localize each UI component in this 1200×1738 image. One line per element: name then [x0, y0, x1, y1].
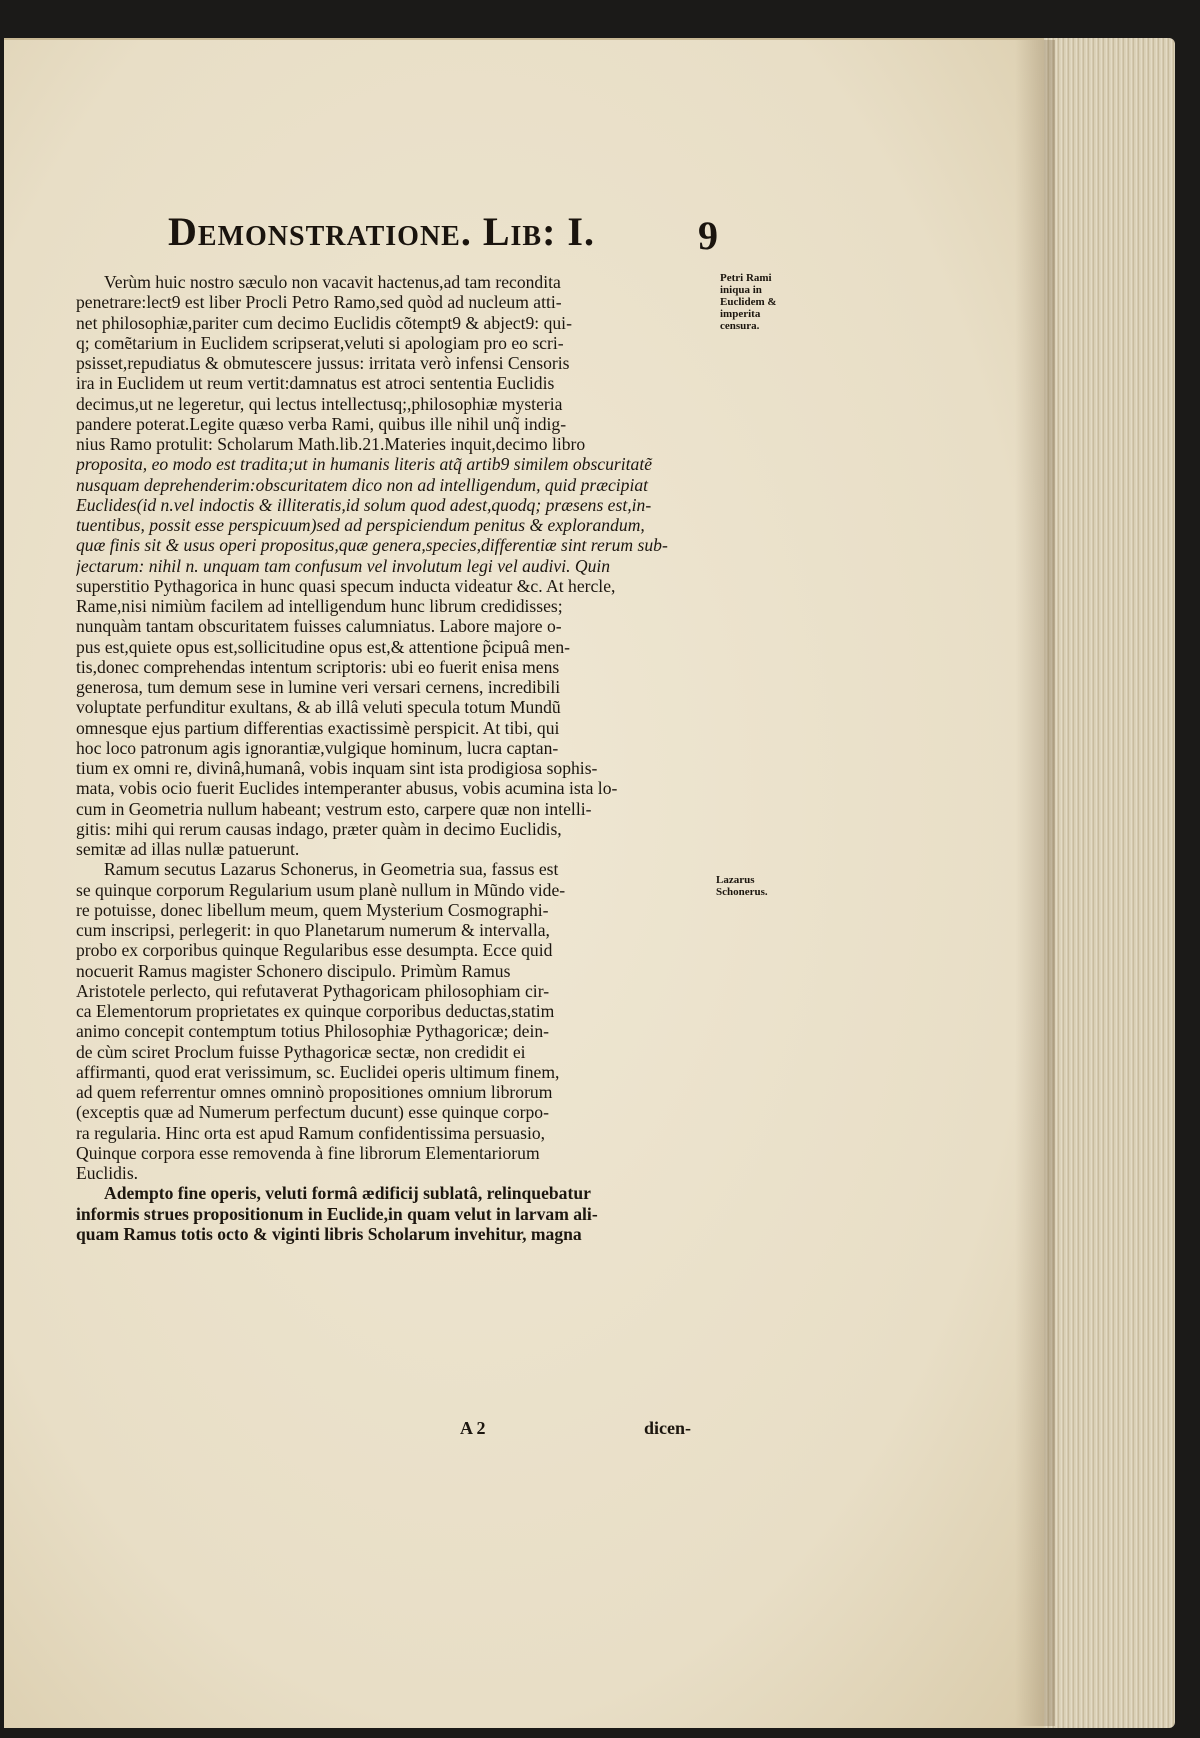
text-line: tium ex omni re, divinâ,humanâ, vobis inquam sint ista prodigiosa sophis- [76, 758, 598, 778]
text-line: voluptate perfunditur exultans, & ab illâ veluti specula totum Mundũ [76, 697, 561, 718]
text-line: ra regularia. Hinc orta est apud Ramum confidentissima persuasio, [76, 1122, 546, 1143]
text-line: nocuerit Ramus magister Schonero discipulo. Primùm Ramus [76, 960, 511, 981]
text-line: nunquàm tantam obscuritatem fuisses calumniatus. Labore majore o- [76, 616, 562, 637]
text-line: se quinque corporum Regularium usum planè nullum in Mũndo vide- [76, 879, 566, 900]
text-line: affirmanti, quod erat verissimum, sc. Euclidei operis ultimum finem, [76, 1061, 560, 1082]
text-line: Euclidis. [76, 1163, 139, 1183]
text-line: Verùm huic nostro sæculo non vacavit hactenus,ad tam recondita [104, 272, 561, 292]
signature-mark: A 2 [460, 1418, 486, 1438]
running-title: Demonstratione. Lib: I. [168, 209, 595, 254]
text-line: Aristotele perlecto, qui refutaverat Pythagoricam philosophiam cir- [76, 980, 550, 1001]
running-header [168, 208, 718, 268]
text-line: (exceptis quæ ad Numerum perfectum ducunt) esse quinque corpo- [76, 1102, 549, 1123]
text-line: omnesque ejus partium differentias exactissimè perspicit. At tibi, qui [76, 717, 560, 738]
text-line: ad quem referrentur omnes omninò propositiones omnium librorum [76, 1082, 553, 1102]
text-line: ira in Euclidem ut reum vertit:damnatus est atroci sententia Euclidis [76, 373, 555, 394]
marginal-note-schonerus: Lazarus Schonerus. [716, 874, 768, 898]
text-line: Quinque corpora esse removenda à fine librorum Elementariorum [76, 1142, 540, 1163]
text-line: hoc loco patronum agis ignorantiæ,vulgique hominum, lucra captan- [76, 737, 559, 758]
text-line: cum in Geometria nullum habeant; vestrum esto, carpere quæ non intelli- [76, 798, 592, 819]
text-line: nius Ramo protulit: Scholarum Math.lib.21.Materies inquit,decimo libro [76, 434, 586, 454]
text-line: Euclides(id n.vel indoctis & illiteratis,id solum quod adest,quodq; præsens est,in- [76, 494, 652, 515]
text-line: Adempto fine operis, veluti formâ ædificij sublatâ, relinquebatur [104, 1183, 591, 1204]
page-number: 9 [698, 213, 718, 258]
text-line: Rame,nisi nimiùm facilem ad intelligendum hunc librum credidisses; [76, 596, 563, 616]
text-line: animo concepit contemptum totius Philosophiæ Pythagoricæ; dein- [76, 1021, 550, 1042]
text-line: tuentibus, possit esse perspicuum)sed ad perspiciendum penitus & explorandum, [76, 515, 645, 535]
text-line: decimus,ut ne legeretur, qui lectus intellectusq;,philosophiæ mysteria [76, 393, 563, 414]
text-line: informis strues propositionum in Euclide,in quam velut in larvam ali- [76, 1203, 598, 1224]
text-line: pus est,quiete opus est,sollicitudine opus est,& attentione p̃cipuâ men- [76, 636, 570, 657]
text-line: quæ finis sit & usus operi propositus,quæ genera,species,differentiæ sint rerum sub- [76, 535, 668, 556]
marginal-note-rami: Petri Rami iniqua in Euclidem & imperita censura. [720, 272, 777, 332]
text-line: superstitio Pythagorica in hunc quasi specum inducta videatur &c. At hercle, [76, 575, 616, 596]
catchword: dicen- [644, 1418, 691, 1438]
text-line: pandere poterat.Legite quæso verba Rami, quibus ille nihil unq̃ indig- [76, 413, 567, 434]
text-line: q; comẽtarium in Euclidem scripserat,veluti si apologiam pro eo scri- [76, 332, 564, 353]
text-line: semitæ ad illas nullæ patuerunt. [76, 839, 300, 859]
text-line: jectarum: nihil n. unquam tam confusum vel involutum legi vel audivi. Quin [76, 555, 611, 576]
text-line: psisset,repudiatus & obmutescere jussus: irritata verò infensi Censoris [76, 353, 570, 373]
text-line: quam Ramus totis octo & viginti libris Scholarum invehitur, magna [76, 1223, 582, 1244]
text-line: Ramum secutus Lazarus Schonerus, in Geometria sua, fassus est [104, 859, 559, 880]
text-line: net philosophiæ,pariter cum decimo Euclidis cõtempt9 & abject9: qui- [76, 312, 572, 333]
text-line: mata, vobis ocio fuerit Euclides intemperanter abusus, vobis acumina ista lo- [76, 778, 618, 799]
text-line: probo ex corporibus quinque Regularibus esse desumpta. Ecce quid [76, 940, 553, 961]
page-edges [1035, 38, 1175, 1728]
text-line: tis,donec comprehendas intentum scriptoris: ubi eo fuerit enisa mens [76, 656, 560, 677]
text-line: gitis: mihi qui rerum causas indago, præter quàm in decimo Euclidis, [76, 818, 562, 839]
text-line: de cùm sciret Proclum fuisse Pythagoricæ sectæ, non credidit ei [76, 1041, 526, 1062]
text-line: ca Elementorum proprietates ex quinque corporibus deductas,statim [76, 1001, 555, 1021]
text-line: generosa, tum demum sese in lumine veri versari cernens, incredibili [76, 677, 561, 697]
page-curve-shadow [1015, 40, 1055, 1726]
body-text [76, 272, 716, 1244]
text-line: nusquam deprehenderim:obscuritatem dico non ad intelligendum, quid præcipiat [76, 474, 649, 495]
text-line: penetrare:lect9 est liber Procli Petro Ramo,sed quòd ad nucleum atti- [76, 292, 562, 313]
text-line: cum inscripsi, perlegerit: in quo Planetarum numerum & intervalla, [76, 920, 550, 940]
text-line: proposita, eo modo est tradita;ut in humanis literis atq̃ artib9 similem obscuritatẽ [76, 454, 653, 475]
text-line: re potuisse, donec libellum meum, quem Mysterium Cosmographi- [76, 899, 549, 920]
